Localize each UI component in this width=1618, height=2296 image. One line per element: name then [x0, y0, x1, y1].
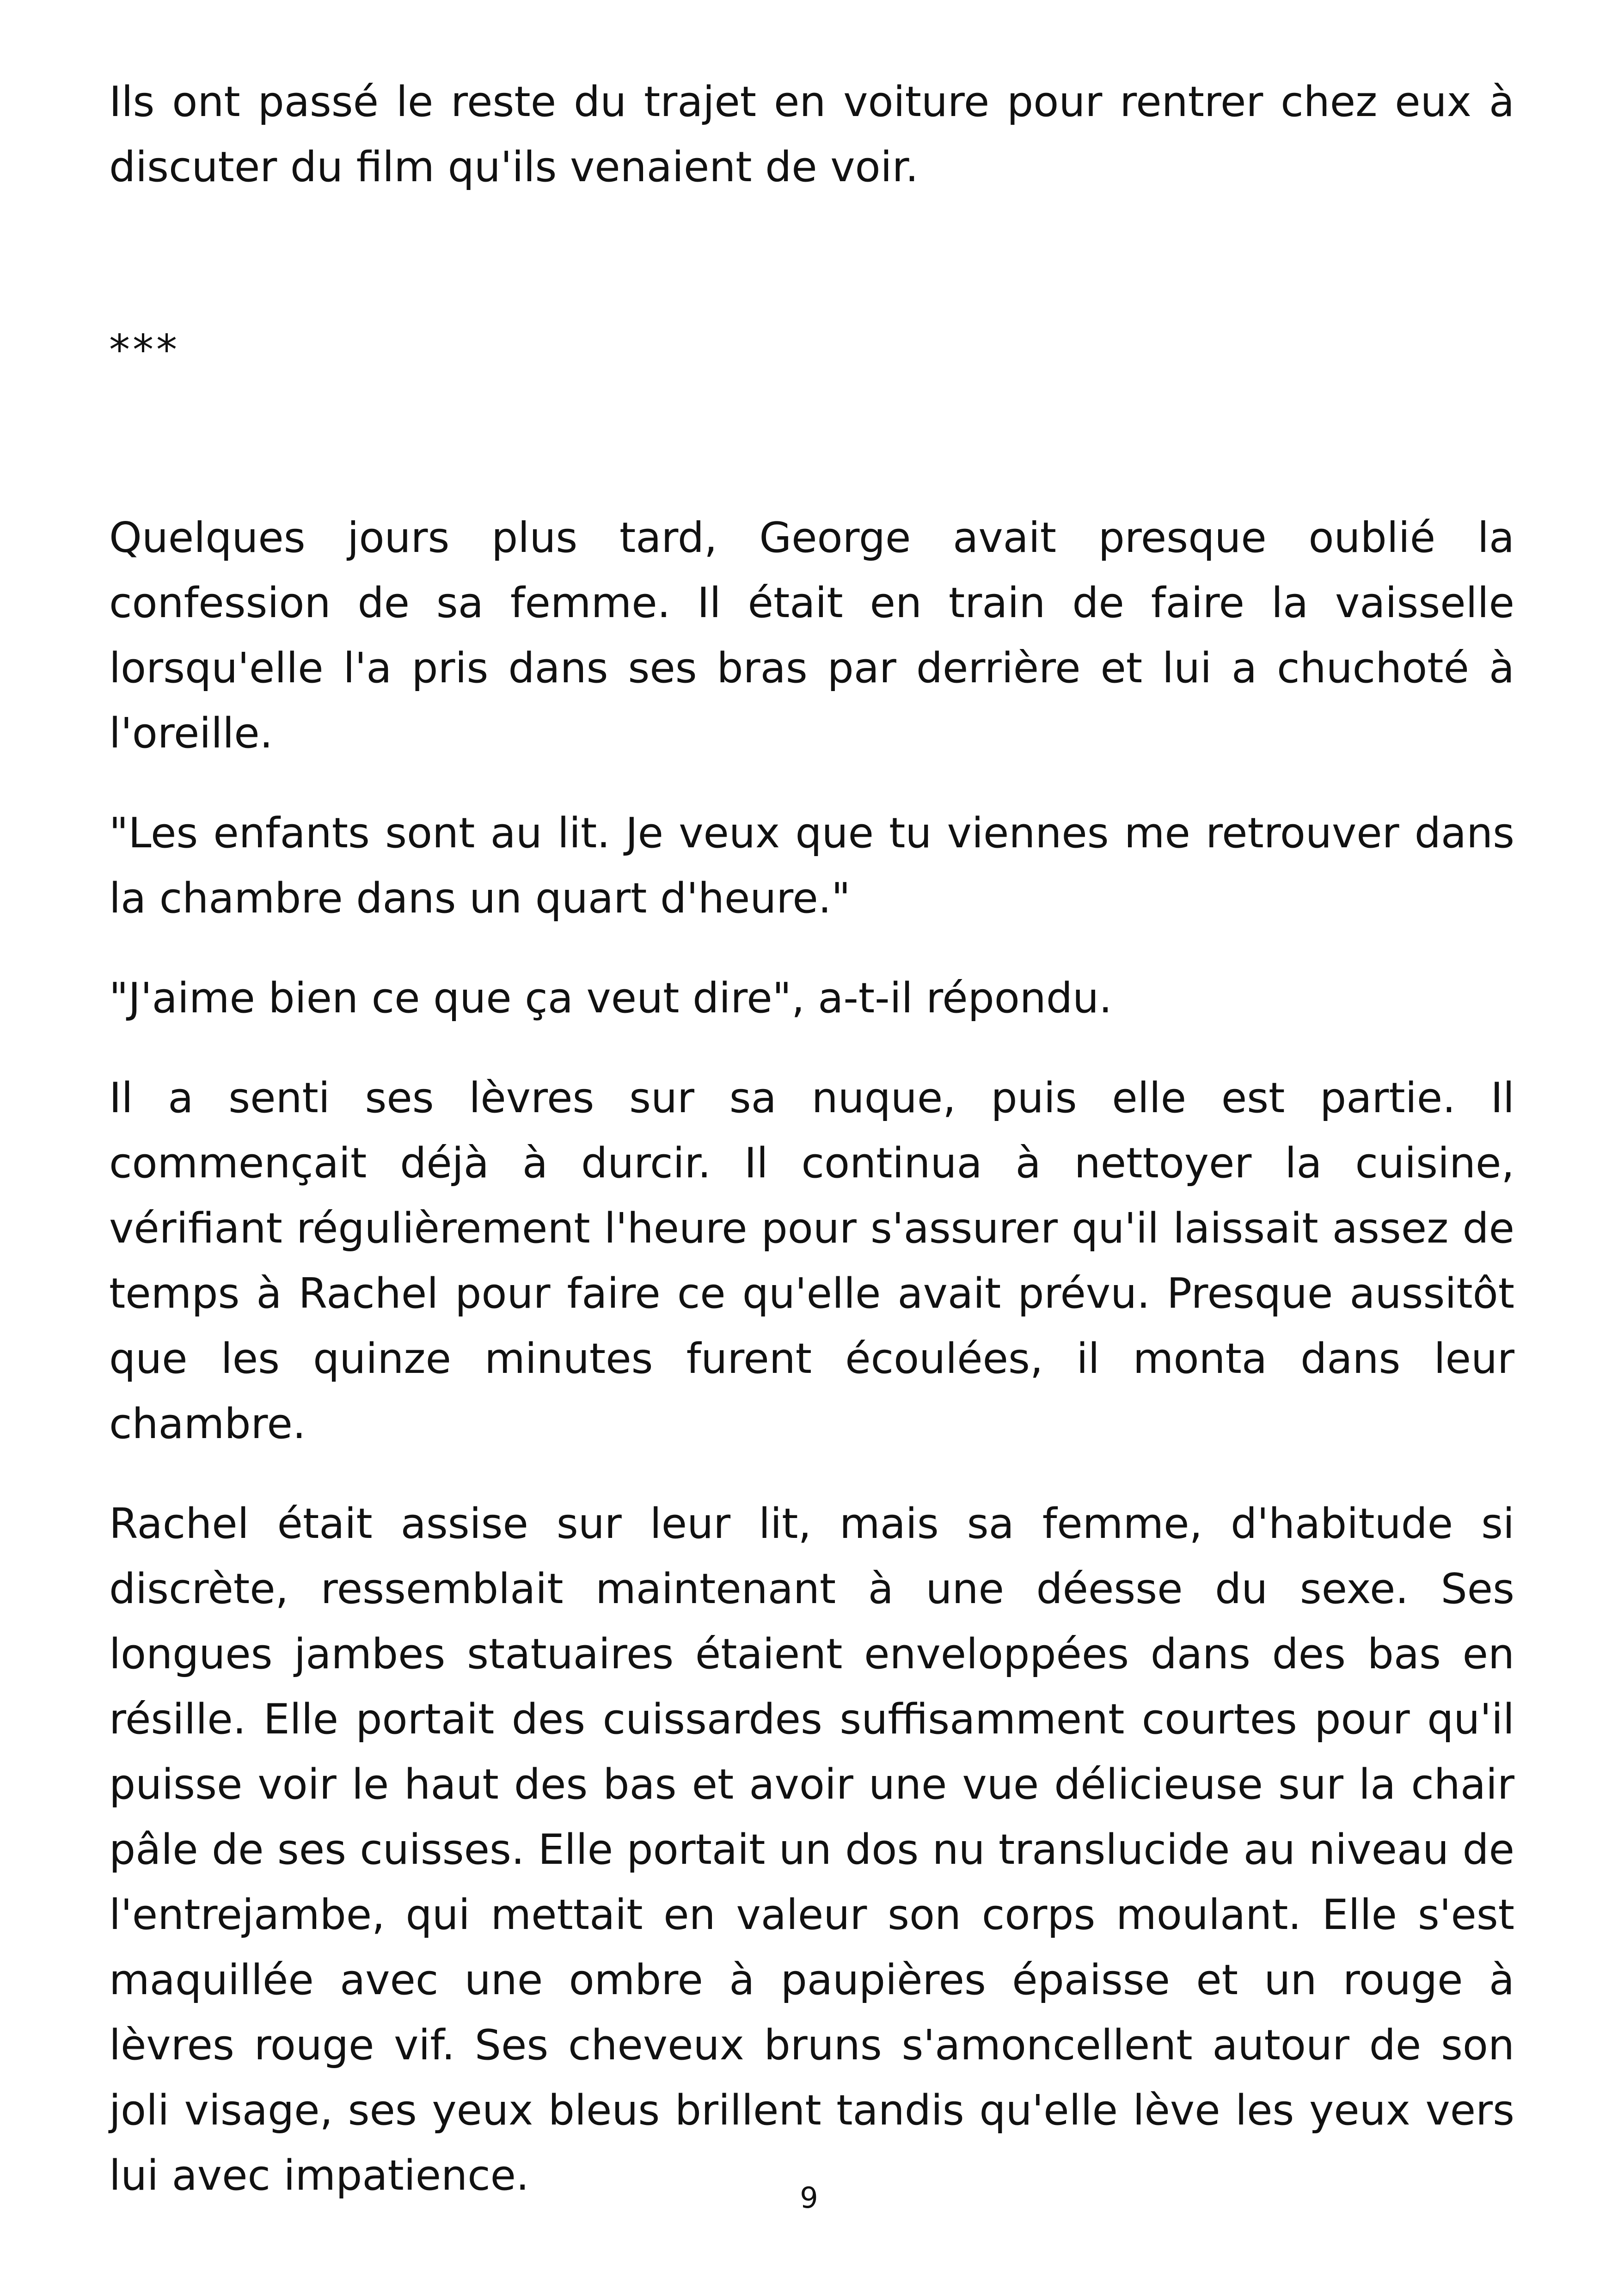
paragraph: Rachel était assise sur leur lit, mais sa femme, d'habitude si discrète, ressemblait maintenant à une déesse du sexe. Ses longues jambes statuaires étaient enveloppées dans des bas en résille. Elle portait des cuissardes suffisamment courtes pour qu'il puisse voir le haut des bas et avoir une vue délicieuse sur la chair pâle de ses cuisses. Elle portait un dos nu translucide au niveau de l'entrejambe, qui mettait en valeur son corps moulant. Elle s'est maquillée avec une ombre à paupières épaisse et un rouge à lèvres rouge vif. Ses cheveux bruns s'amoncellent autour de son joli visage, ses yeux bleus brillent tandis qu'elle lève les yeux vers lui avec impatience. — [109, 1500, 1514, 2200]
paragraph: "J'aime bien ce que ça veut dire", a-t-il répondu. — [109, 974, 1112, 1022]
paragraph-opening: Ils ont passé le reste du trajet en voiture pour rentrer chez eux à discuter du film qu'ils venaient de voir. — [109, 78, 1514, 191]
page-number: 9 — [800, 2181, 818, 2215]
paragraph: "Les enfants sont au lit. Je veux que tu viennes me retrouver dans la chambre dans un quart d'heure." — [109, 809, 1514, 923]
scene-separator: *** — [109, 326, 180, 374]
page-body — [109, 69, 1514, 2243]
paragraph: Il a senti ses lèvres sur sa nuque, puis elle est partie. Il commençait déjà à durcir. Il continua à nettoyer la cuisine, vérifiant régulièrement l'heure pour s'assurer qu'il laissait assez de temps à Rachel pour faire ce qu'elle avait prévu. Presque aussitôt que les quinze minutes furent écoulées, il monta dans leur chambre. — [109, 1074, 1514, 1448]
paragraph: Quelques jours plus tard, George avait presque oublié la confession de sa femme. Il était en train de faire la vaisselle lorsqu'elle l'a pris dans ses bras par derrière et lui a chuchoté à l'oreille. — [109, 514, 1514, 758]
